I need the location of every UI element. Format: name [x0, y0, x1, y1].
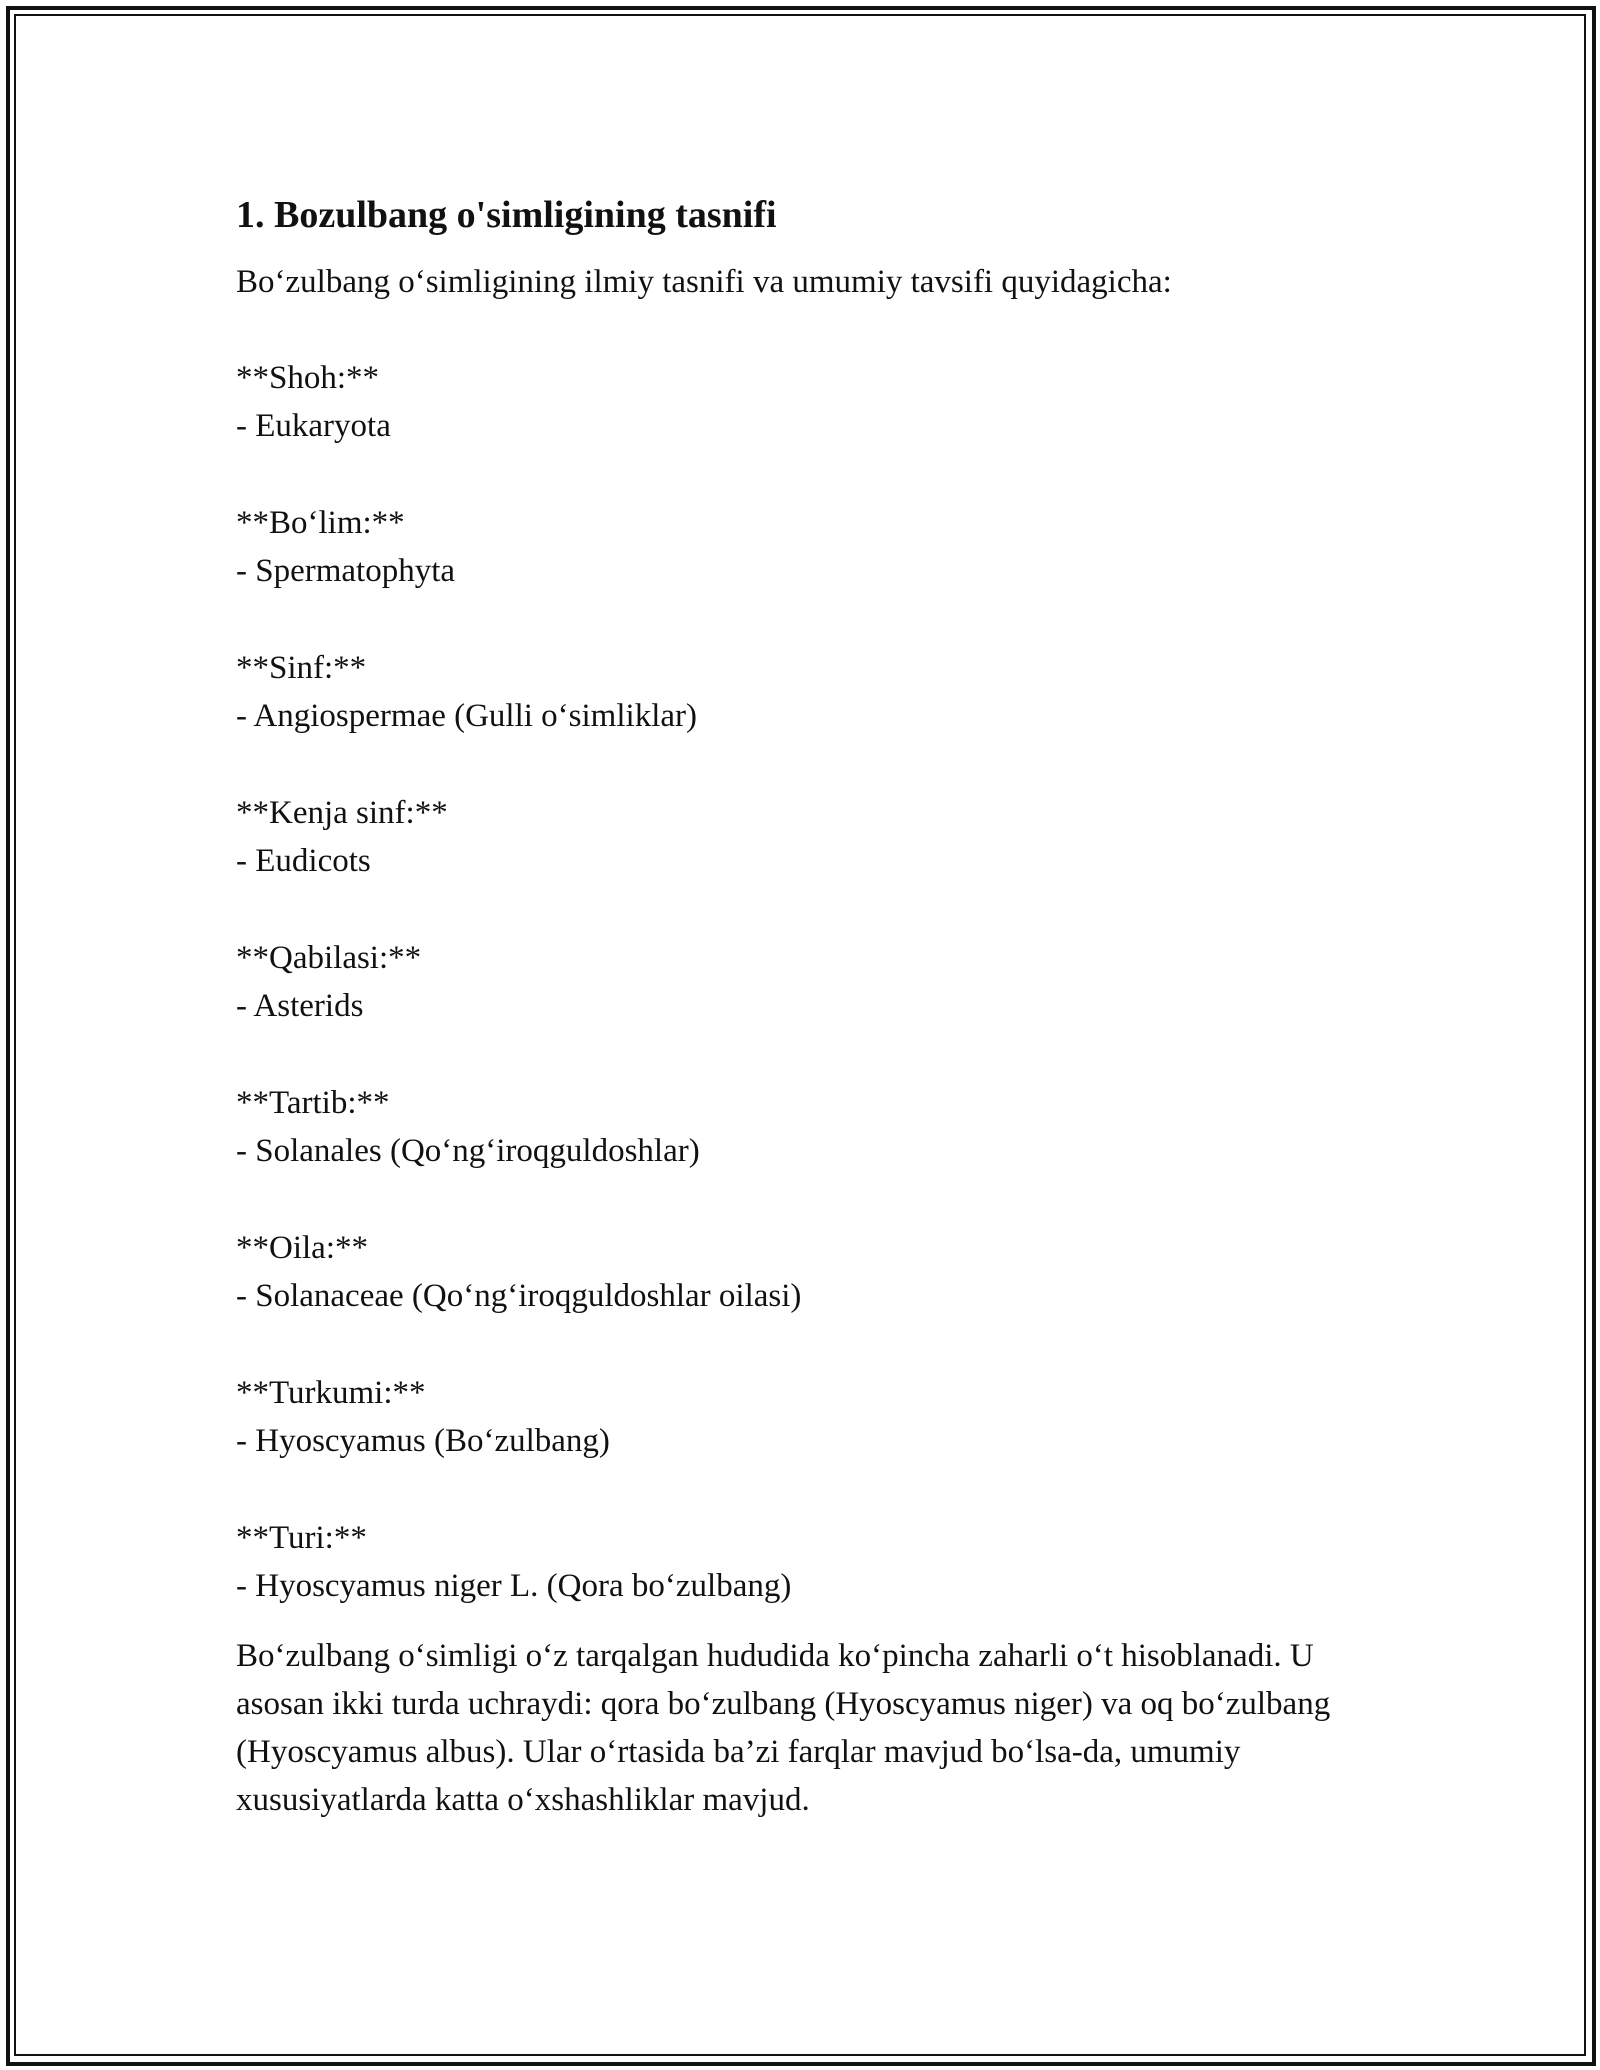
rank-label: **Qabilasi:**	[236, 940, 422, 976]
rank-sinf	[236, 644, 1376, 740]
rank-shoh	[236, 354, 1376, 450]
rank-label: **Turi:**	[236, 1520, 367, 1556]
rank-label: **Turkumi:**	[236, 1375, 426, 1411]
rank-qabilasi	[236, 934, 1376, 1030]
summary-paragraph: Bo‘zulbang o‘simligi o‘z tarqalgan hududida ko‘pincha zaharli o‘t hisoblanadi. U asosan ikki turda uchraydi: qora bo‘zulbang (Hyoscyamus niger) va oq bo‘zulbang (Hyoscyamus albus). Ular o‘rtasida ba’zi farqlar mavjud bo‘lsa-da, umumiy xususiyatlarda katta o‘xshashliklar mavjud.	[236, 1638, 1331, 1818]
rank-value: - Eudicots	[236, 843, 371, 879]
document-title: 1. Bozulbang o'simligining tasnifi	[236, 194, 777, 236]
rank-value: - Angiospermae (Gulli o‘simliklar)	[236, 698, 697, 734]
rank-oila	[236, 1224, 1376, 1320]
rank-value: - Spermatophyta	[236, 553, 456, 589]
rank-label: **Tartib:**	[236, 1085, 390, 1121]
rank-value: - Eukaryota	[236, 408, 391, 444]
rank-bolim	[236, 499, 1376, 595]
rank-value: - Hyoscyamus (Bo‘zulbang)	[236, 1423, 610, 1459]
rank-value: - Hyoscyamus niger L. (Qora bo‘zulbang)	[236, 1568, 792, 1604]
document-body	[236, 180, 1376, 1824]
rank-kenja-sinf	[236, 789, 1376, 885]
rank-turi	[236, 1514, 1376, 1610]
rank-value: - Asterids	[236, 988, 364, 1024]
rank-label: **Sinf:**	[236, 650, 367, 686]
rank-turkumi	[236, 1369, 1376, 1465]
rank-value: - Solanales (Qo‘ng‘iroqguldoshlar)	[236, 1133, 700, 1169]
rank-tartib	[236, 1079, 1376, 1175]
rank-label: **Kenja sinf:**	[236, 795, 448, 831]
classification-list	[236, 354, 1376, 1610]
intro-paragraph: Bo‘zulbang o‘simligining ilmiy tasnifi va umumiy tavsifi quyidagicha:	[236, 264, 1172, 300]
rank-label: **Oila:**	[236, 1230, 368, 1266]
rank-label: **Bo‘lim:**	[236, 505, 405, 541]
rank-value: - Solanaceae (Qo‘ng‘iroqguldoshlar oilasi)	[236, 1278, 802, 1314]
rank-label: **Shoh:**	[236, 360, 380, 396]
